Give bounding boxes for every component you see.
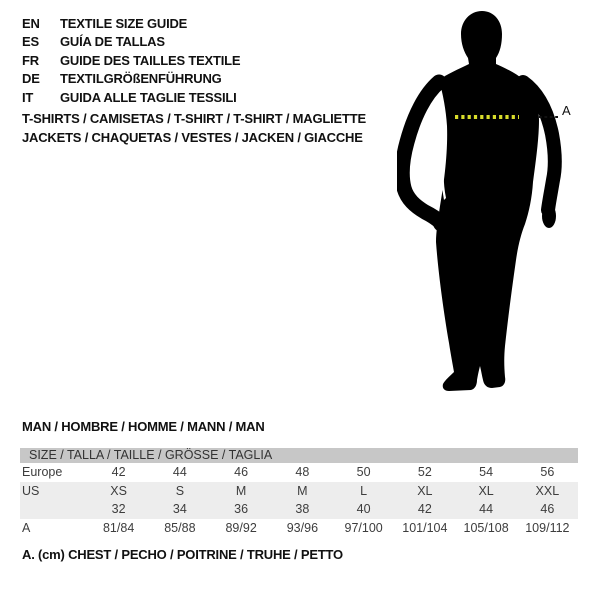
measure-label-a: A xyxy=(562,103,571,118)
language-list xyxy=(22,15,240,107)
language-code: ES xyxy=(22,34,39,50)
size-cell: 32 xyxy=(111,502,126,516)
table-row-numeric xyxy=(20,500,578,519)
language-code: FR xyxy=(22,52,39,68)
language-title: GUIDA ALLE TAGLIE TESSILI xyxy=(60,89,237,105)
language-code: EN xyxy=(22,16,40,31)
size-cell: M xyxy=(235,483,247,498)
language-row xyxy=(22,89,240,107)
size-cell: 85/88 xyxy=(164,520,196,535)
size-cell: 97/100 xyxy=(344,520,383,535)
chest-footnote: A. (cm) CHEST / PECHO / POITRINE / TRUHE / PETTO xyxy=(22,547,343,562)
table-row-europe xyxy=(20,463,578,482)
size-cell: 50 xyxy=(356,465,371,479)
size-cell: XS xyxy=(110,483,127,498)
size-cell: XXL xyxy=(535,483,560,498)
size-cell: M xyxy=(297,483,308,498)
size-cell: 56 xyxy=(540,465,555,479)
size-cell: S xyxy=(175,483,185,498)
size-cell: 52 xyxy=(417,465,432,479)
size-cell: XL xyxy=(417,483,433,498)
size-cell: 38 xyxy=(295,502,310,516)
size-table xyxy=(20,448,578,537)
category-jackets: JACKETS / CHAQUETAS / VESTES / JACKEN / GIACCHE xyxy=(22,129,363,145)
row-label: US xyxy=(22,483,40,498)
language-code: IT xyxy=(22,89,34,105)
size-cell: 46 xyxy=(234,465,249,479)
category-tshirts: T-SHIRTS / CAMISETAS / T-SHIRT / T-SHIRT / MAGLIETTE xyxy=(22,111,366,126)
size-cell: 44 xyxy=(479,502,494,516)
size-table-header: SIZE / TALLA / TAILLE / GRÖSSE / TAGLIA xyxy=(20,448,578,463)
size-cell: 105/108 xyxy=(463,520,509,535)
size-cell: 40 xyxy=(356,502,371,516)
language-row xyxy=(22,52,240,70)
size-cell: XL xyxy=(478,483,494,498)
size-cell: 34 xyxy=(172,502,187,516)
language-title: GUIDE DES TAILLES TEXTILE xyxy=(60,52,241,68)
language-title: TEXTILGRÖßENFÜHRUNG xyxy=(60,71,222,87)
size-cell: 36 xyxy=(234,502,249,516)
language-title: GUÍA DE TALLAS xyxy=(60,34,165,50)
size-cell: 48 xyxy=(295,465,310,479)
language-title: TEXTILE SIZE GUIDE xyxy=(60,16,188,31)
table-row-chest xyxy=(20,519,578,538)
language-row xyxy=(22,15,240,33)
row-label: Europe xyxy=(22,465,63,479)
size-cell: 89/92 xyxy=(225,520,257,535)
size-cell: 54 xyxy=(479,465,494,479)
table-row-us xyxy=(20,482,578,501)
man-silhouette-figure xyxy=(397,8,565,394)
size-cell: 81/84 xyxy=(102,520,135,535)
man-silhouette xyxy=(397,8,565,394)
language-code: DE xyxy=(22,71,40,87)
section-title-man: MAN / HOMBRE / HOMME / MANN / MAN xyxy=(22,419,265,434)
size-cell: 93/96 xyxy=(286,520,319,535)
language-row xyxy=(22,33,240,51)
size-cell: 42 xyxy=(417,502,432,516)
size-cell: 101/104 xyxy=(402,520,448,535)
row-label: A xyxy=(22,520,31,535)
size-cell: 46 xyxy=(540,502,555,516)
garment-categories xyxy=(22,110,366,147)
size-cell: L xyxy=(360,483,368,498)
size-cell: 44 xyxy=(172,465,187,479)
size-cell: 42 xyxy=(111,465,126,479)
language-row xyxy=(22,70,240,88)
size-cell: 109/112 xyxy=(525,520,570,535)
